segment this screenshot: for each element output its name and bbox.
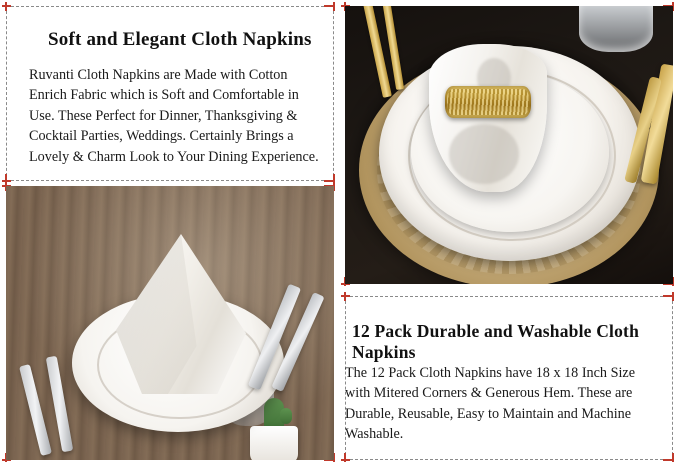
corner-tick (344, 453, 346, 462)
cactus-arm (280, 408, 292, 424)
panel-heading-durable-washable: 12 Pack Durable and Washable Cloth Napkins (352, 321, 640, 362)
product-image-napkin-ring-plates (345, 6, 673, 284)
corner-tick (672, 292, 674, 301)
corner-tick (663, 459, 672, 461)
panel-body-durable-washable: The 12 Pack Cloth Napkins have 18 x 18 Inch Size with Mitered Corners & Generous Hem. These are Durable, Reusable, Easy to Maintain and Machine Washable. (345, 365, 635, 443)
corner-tick (324, 5, 333, 7)
product-image-napkin-fan-table (6, 186, 334, 460)
corner-tick (672, 453, 674, 462)
corner-tick (5, 2, 7, 11)
corner-tick (324, 180, 333, 182)
corner-tick (333, 2, 335, 11)
cactus-pot (250, 426, 298, 460)
napkin-fold-shadow (449, 124, 519, 184)
panel-body-soft-elegant: Ruvanti Cloth Napkins are Made with Cotton Enrich Fabric which is Soft and Comfortable in Use. These Perfect for Dinner, Thanksgiving & Cocktail Parties, Weddings. Certainly Brings a Lovely & Charm Look to Your Dining Experience. (29, 67, 319, 165)
gold-napkin-ring (445, 86, 531, 118)
glass-tumbler (579, 6, 653, 52)
corner-tick (344, 292, 346, 301)
panel-heading-soft-elegant: Soft and Elegant Cloth Napkins (48, 29, 312, 50)
corner-tick (663, 295, 672, 297)
